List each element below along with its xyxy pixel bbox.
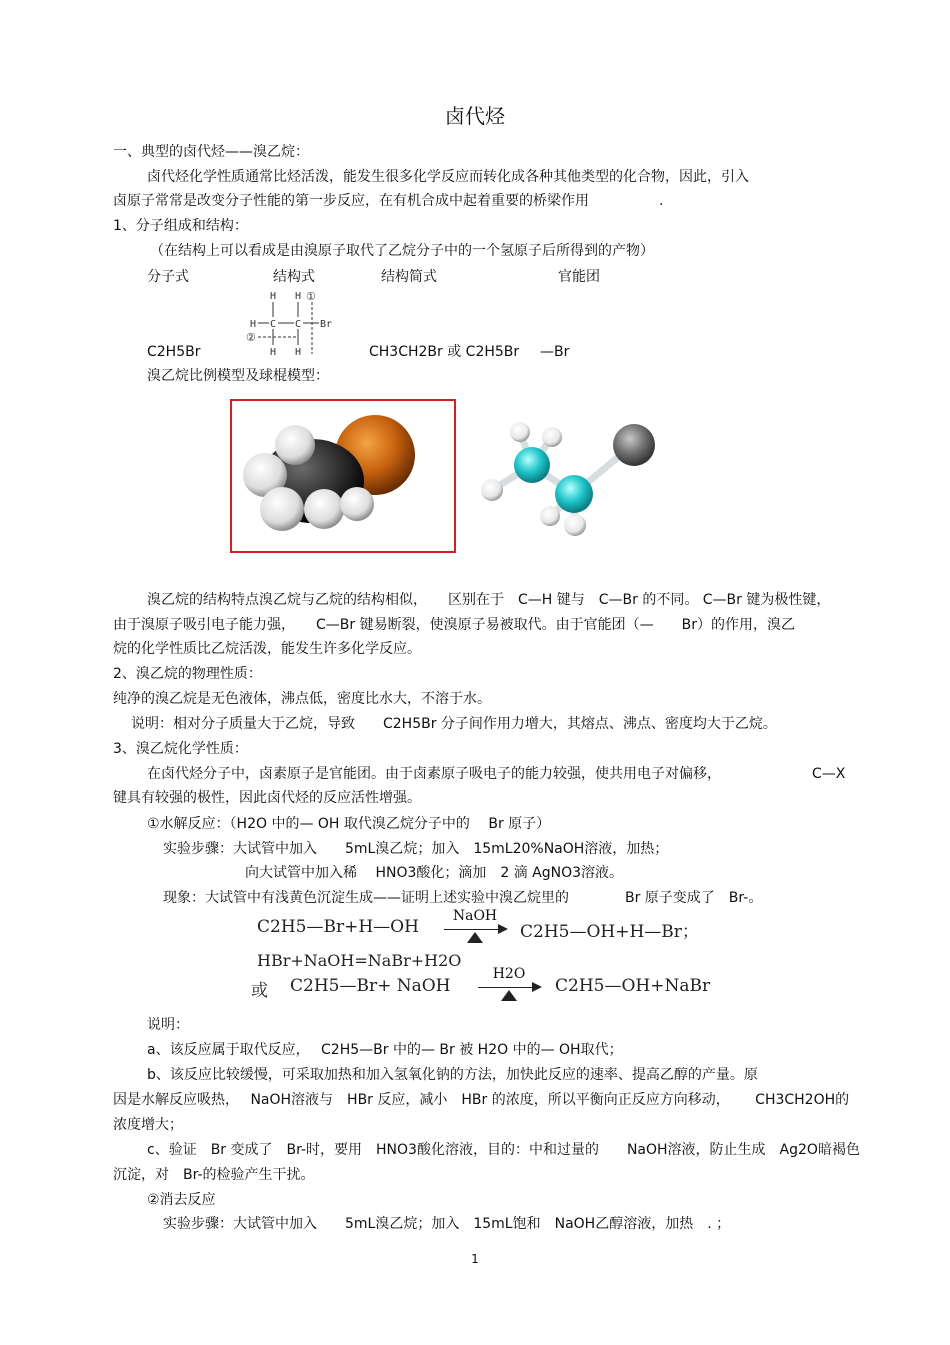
physical-property-text: 纯净的溴乙烷是无色液体，沸点低，密度比水大，不溶于水。 <box>113 691 491 707</box>
equation-2: HBr+NaOH=NaBr+H2O <box>257 951 462 970</box>
atom-h: H <box>295 291 302 302</box>
notes-heading: 说明： <box>147 1017 189 1033</box>
equation-3-prefix: 或 <box>251 981 268 1001</box>
equation-3-reactants: C2H5—Br+ NaOH <box>290 976 451 996</box>
elimination-step-1: 实验步骤：大试管中加入 5mL溴乙烷；加入 15mL饱和 NaOH乙醇溶液，加热 . ； <box>163 1216 731 1232</box>
note-c-line-2: 沉淀，对 Br-的检验产生干扰。 <box>113 1167 315 1183</box>
subsection-1-heading: 1、分子组成和结构： <box>113 218 248 234</box>
subsection-2-heading: 2、溴乙烷的物理性质： <box>113 666 262 682</box>
elimination-heading: ②消去反应 <box>147 1192 216 1208</box>
section-1-heading: 一、典型的卤代烃——溴乙烷： <box>113 144 309 160</box>
intro-line-1: 卤代烃化学性质通常比烃活泼，能发生很多化学反应而转化成各种其他类型的化合物，因此，引入 <box>147 169 749 185</box>
hydrolysis-step-1: 实验步骤：大试管中加入 5mL溴乙烷；加入 15mL20%NaOH溶液，加热； <box>163 841 669 857</box>
page-title: 卤代烃 <box>445 104 505 128</box>
value-functional-group: —Br <box>540 344 570 360</box>
col-simplified-formula: 结构简式 <box>381 269 437 285</box>
equation-3-arrow <box>478 968 540 1002</box>
equation-1-arrow <box>444 910 506 944</box>
space-filling-model-image <box>230 399 456 553</box>
chemical-property-line-2: 键具有较强的极性，因此卤代烃的反应活性增强。 <box>113 790 421 806</box>
hydrolysis-heading: ①水解反应：（H2O 中的— OH 取代溴乙烷分子中的 Br 原子） <box>147 816 551 832</box>
atom-h: H <box>295 347 302 358</box>
note-a: a、该反应属于取代反应， C2H5—Br 中的— Br 被 H2O 中的— OH取代； <box>147 1042 623 1058</box>
structure-feature-line-3: 烷的化学性质比乙烷活泼，能发生许多化学反应。 <box>113 641 421 657</box>
heat-symbol <box>467 932 483 943</box>
col-structural-formula: 结构式 <box>273 269 315 285</box>
col-molecular-formula: 分子式 <box>147 269 189 285</box>
note-b-line-2: 因是水解反应吸热， NaOH溶液与 HBr 反应，减小 HBr 的浓度，所以平衡向正反应方向移动， CH3CH2OH的 <box>113 1092 850 1108</box>
heat-symbol <box>501 990 517 1001</box>
physical-property-note: 说明：相对分子质量大于乙烷，导致 C2H5Br 分子间作用力增大，其熔点、沸点、密度均大于乙烷。 <box>131 716 777 732</box>
hydrolysis-phenomenon: 现象：大试管中有浅黄色沉淀生成——证明上述实验中溴乙烷里的 Br 原子变成了 Br-。 <box>163 890 763 906</box>
structure-feature-line-2: 由于溴原子吸引电子能力强， C—Br 键易断裂，使溴原子易被取代。由于官能团（— Br）的作用，溴乙 <box>113 617 795 633</box>
value-molecular-formula: C2H5Br <box>147 344 201 360</box>
model-caption: 溴乙烷比例模型及球棍模型： <box>147 368 329 384</box>
structure-feature-line-1: 溴乙烷的结构特点溴乙烷与乙烷的结构相似， 区别在于 C—H 键与 C—Br 的不同。 C—Br 键为极性键， <box>147 592 831 608</box>
ball-and-stick-model-image <box>474 412 674 547</box>
intro-line-2: 卤原子常常是改变分子性能的第一步反应，在有机合成中起着重要的桥梁作用 . <box>113 193 664 209</box>
equation-3-products: C2H5—OH+NaBr <box>555 976 711 996</box>
equation-1-reactants: C2H5—Br+H—OH <box>257 917 419 937</box>
atom-h: H <box>270 291 277 302</box>
page-number: 1 <box>471 1252 479 1266</box>
equation-3-condition: H2O <box>492 966 526 982</box>
note-c-line-1: c、验证 Br 变成了 Br-时，要用 HNO3酸化溶液，目的：中和过量的 NaOH溶液，防止生成 Ag2O暗褐色 <box>147 1142 860 1158</box>
structure-note: （在结构上可以看成是由溴原子取代了乙烷分子中的一个氢原子后所得到的产物） <box>150 243 654 259</box>
note-b-line-3: 浓度增大； <box>113 1117 183 1133</box>
atom-c: C <box>295 319 302 330</box>
chemical-property-line-1: 在卤代烃分子中，卤素原子是官能团。由于卤素原子吸电子的能力较强，使共用电子对偏移， C—X <box>147 766 846 782</box>
hydrolysis-step-2: 向大试管中加入稀 HNO3酸化；滴加 2 滴 AgNO3溶液。 <box>245 865 624 881</box>
mark-1: ① <box>306 290 316 303</box>
subsection-3-heading: 3、溴乙烷化学性质： <box>113 741 248 757</box>
equation-1-condition: NaOH <box>452 908 498 924</box>
atom-h: H <box>250 319 257 330</box>
note-b-line-1: b、该反应比较缓慢，可采取加热和加入氢氧化钠的方法，加快此反应的速率、提高乙醇的产量。原 <box>147 1067 758 1083</box>
structural-formula-diagram <box>246 288 346 360</box>
col-functional-group: 官能团 <box>558 269 600 285</box>
value-simplified-formula: CH3CH2Br 或 C2H5Br <box>369 344 520 360</box>
atom-c: C <box>270 319 277 330</box>
atom-h: H <box>270 347 277 358</box>
atom-br: Br <box>320 319 333 330</box>
equation-1-products: C2H5—OH+H—Br； <box>520 922 699 942</box>
mark-2: ② <box>246 331 256 344</box>
